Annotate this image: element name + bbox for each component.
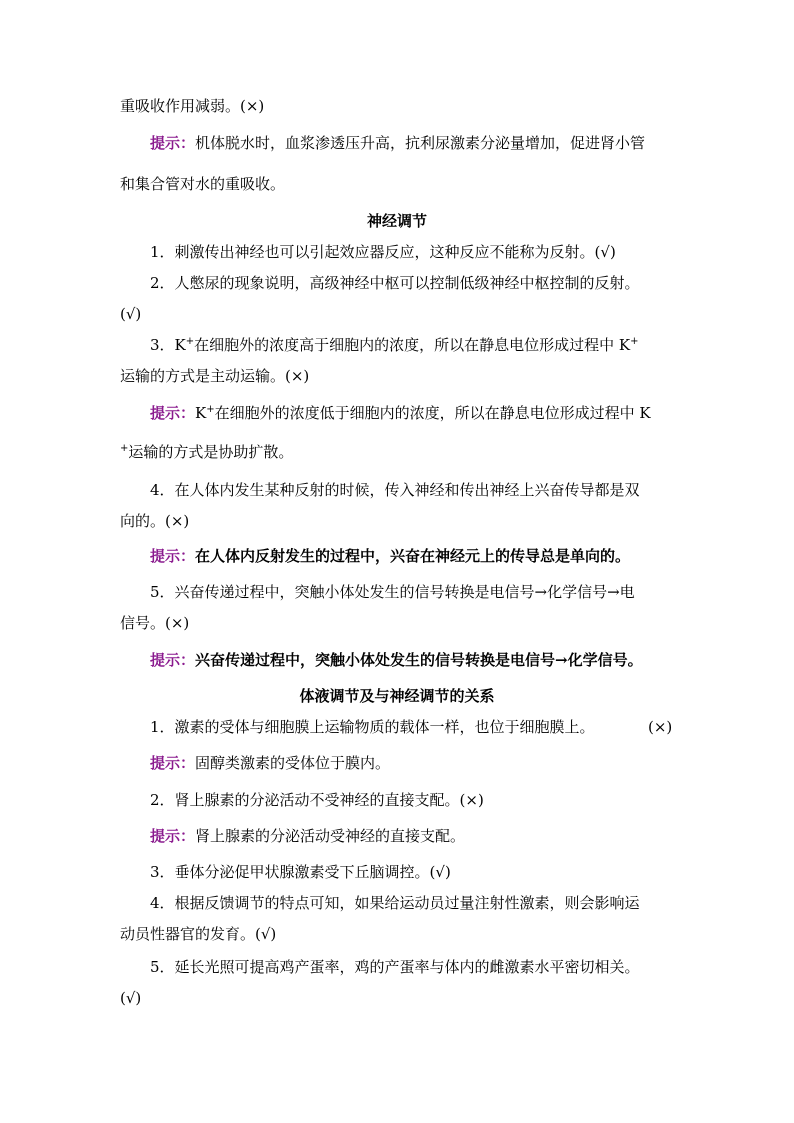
hint-label: 提示： [150, 827, 196, 845]
hint-label: 提示： [150, 134, 196, 152]
hint-label: 提示： [150, 547, 196, 565]
text-line: 重吸收作用减弱。(×) [120, 97, 265, 115]
statement-line: 1．刺激传出神经也可以引起效应器反应，这种反应不能称为反射。(√) [150, 243, 616, 261]
text-line: (√) [120, 305, 142, 323]
text-line: 运输的方式是主动运输。(×) [120, 367, 310, 385]
text-segment: 在细胞外的浓度低于细胞内的浓度，所以在静息电位形成过程中 K [214, 404, 651, 422]
hint-line [150, 650, 643, 670]
superscript: + [206, 404, 215, 415]
hint-line [150, 753, 390, 773]
text-line: 信号。(×) [120, 614, 190, 632]
hint-text: 在人体内反射发生的过程中，兴奋在神经元上的传导总是单向的。 [195, 547, 631, 565]
text-segment: 在细胞外的浓度高于细胞内的浓度，所以在静息电位形成过程中 K [194, 336, 631, 354]
superscript: + [185, 336, 195, 347]
hint-line [150, 403, 651, 423]
statement-line: 2．人憋尿的现象说明，高级神经中枢可以控制低级神经中枢控制的反射。 [150, 274, 640, 292]
section-heading-humoral: 体液调节及与神经调节的关系 [299, 687, 495, 705]
hint-line [150, 826, 465, 846]
hint-text: 固醇类激素的受体位于膜内。 [195, 754, 391, 772]
answer-mark: (×) [648, 718, 673, 736]
statement-line: 2．肾上腺素的分泌活动不受神经的直接支配。(×) [150, 791, 484, 809]
hint-line [150, 546, 630, 566]
text-line: 和集合管对水的重吸收。 [120, 175, 286, 193]
text-segment: 1．激素的受体与细胞膜上运输物质的载体一样，也位于细胞膜上。 [150, 718, 595, 736]
superscript: + [630, 336, 639, 347]
statement-line: 5．延长光照可提高鸡产蛋率，鸡的产蛋率与体内的雌激素水平密切相关。 [150, 958, 640, 976]
statement-line: 3．垂体分泌促甲状腺激素受下丘脑调控。(√) [150, 863, 451, 881]
statement-line: 4．根据反馈调节的特点可知，如果给运动员过量注射性激素，则会影响运 [150, 894, 640, 912]
statement-line [150, 335, 639, 355]
hint-text: 兴奋传递过程中，突触小体处发生的信号转换是电信号→化学信号。 [195, 651, 643, 669]
hint-label: 提示： [150, 754, 196, 772]
hint-label: 提示： [150, 404, 196, 422]
statement-line [150, 717, 595, 737]
hint-text: 机体脱水时，血浆渗透压升高，抗利尿激素分泌量增加，促进肾小管 [195, 134, 646, 152]
text-segment: K [195, 404, 207, 422]
section-heading-nerve: 神经调节 [366, 212, 427, 230]
statement-line: 4．在人体内发生某种反射的时候，传入神经和传出神经上兴奋传导都是双 [150, 481, 640, 499]
text-segment: 运输的方式是协助扩散。 [128, 443, 294, 461]
text-line [120, 442, 293, 462]
text-line: (√) [120, 989, 142, 1007]
superscript: + [120, 443, 129, 454]
text-line: 向的。(×) [120, 512, 190, 530]
text-segment: 3．K [150, 336, 186, 354]
text-line: 动员性器官的发育。(√) [120, 925, 277, 943]
hint-label: 提示： [150, 651, 196, 669]
statement-line: 5．兴奋传递过程中，突触小体处发生的信号转换是电信号→化学信号→电 [150, 583, 635, 601]
hint-text: 肾上腺素的分泌活动受神经的直接支配。 [195, 827, 466, 845]
hint-line [150, 133, 645, 153]
